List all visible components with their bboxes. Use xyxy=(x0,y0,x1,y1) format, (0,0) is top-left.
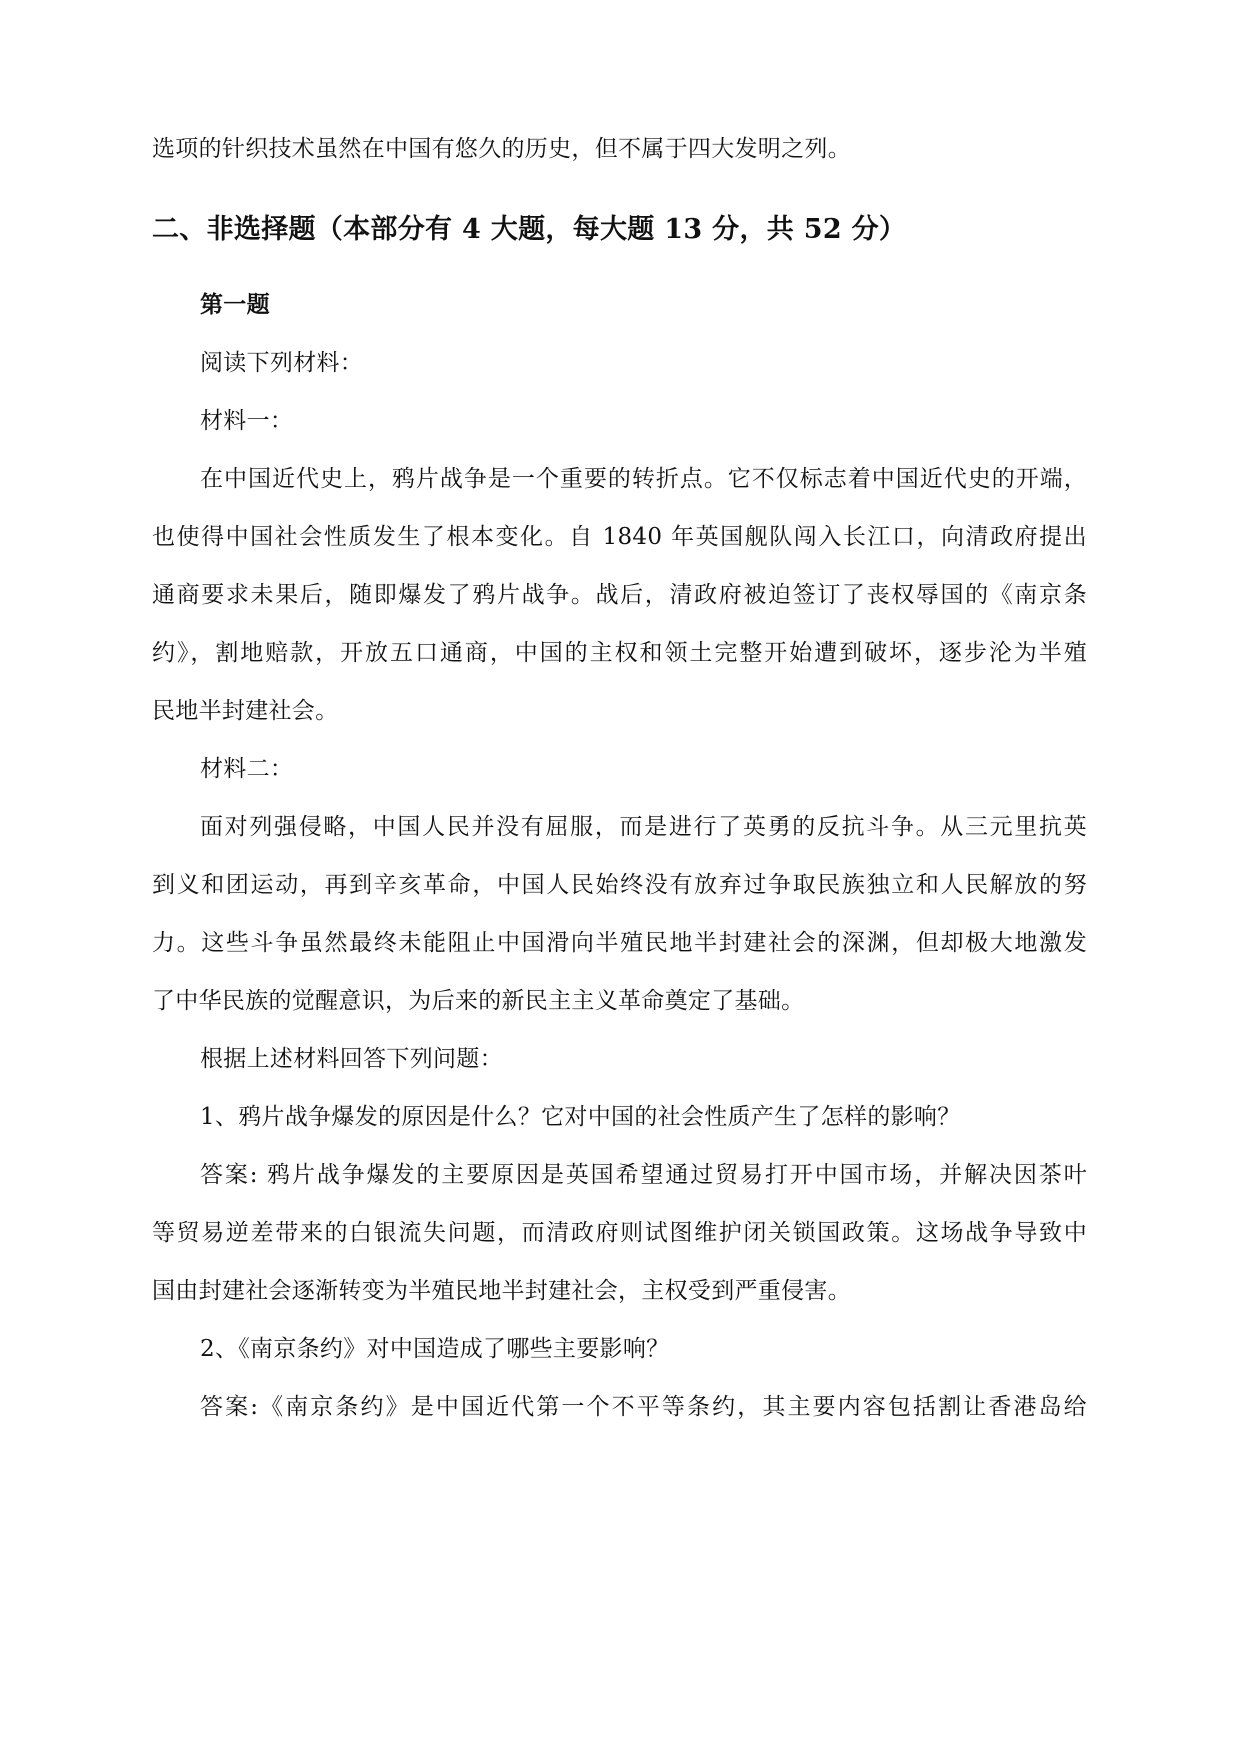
question-1: 1、鸦片战争爆发的原因是什么？它对中国的社会性质产生了怎样的影响？ xyxy=(200,1104,961,1130)
question-2: 2、《南京条约》对中国造成了哪些主要影响？ xyxy=(200,1336,670,1362)
answer-2-line: 答案:《南京条约》是中国近代第一个不平等条约，其主要内容包括割让香港岛给 xyxy=(200,1394,1087,1420)
instruction-text: 根据上述材料回答下列问题： xyxy=(200,1046,503,1072)
question-title: 第一题 xyxy=(200,291,270,318)
material2-line: 了中华民族的觉醒意识，为后来的新民主主义革命奠定了基础。 xyxy=(152,988,805,1014)
answer-1-line: 等贸易逆差带来的白银流失问题，而清政府则试图维护闭关锁国政策。这场战争导致中 xyxy=(152,1220,1087,1246)
material1-line: 在中国近代史上，鸦片战争是一个重要的转折点。它不仅标志着中国近代史的开端， xyxy=(200,466,1087,492)
reading-prompt: 阅读下列材料： xyxy=(200,350,364,376)
intro-tail-text: 选项的针织技术虽然在中国有悠久的历史，但不属于四大发明之列。 xyxy=(152,136,851,162)
material1-label: 材料一： xyxy=(200,408,294,434)
material2-line: 面对列强侵略，中国人民并没有屈服，而是进行了英勇的反抗斗争。从三元里抗英 xyxy=(200,814,1087,840)
material1-line: 也使得中国社会性质发生了根本变化。自 1840 年英国舰队闯入长江口，向清政府提出 xyxy=(152,524,1087,550)
material2-label: 材料二： xyxy=(200,756,294,782)
answer-1-line: 国由封建社会逐渐转变为半殖民地半封建社会，主权受到严重侵害。 xyxy=(152,1278,851,1304)
material1-line: 通商要求未果后，随即爆发了鸦片战争。战后，清政府被迫签订了丧权辱国的《南京条 xyxy=(152,582,1087,608)
material2-line: 到义和团运动，再到辛亥革命，中国人民始终没有放弃过争取民族独立和人民解放的努 xyxy=(152,872,1087,898)
material1-line: 约》，割地赔款，开放五口通商，中国的主权和领土完整开始遭到破坏，逐步沦为半殖 xyxy=(152,640,1087,666)
answer-1-line: 答案: 鸦片战争爆发的主要原因是英国希望通过贸易打开中国市场，并解决因茶叶 xyxy=(200,1162,1087,1188)
material1-line: 民地半封建社会。 xyxy=(152,698,339,724)
section-title: 二、非选择题（本部分有 4 大题，每大题 13 分，共 52 分） xyxy=(152,214,907,245)
material2-line: 力。这些斗争虽然最终未能阻止中国滑向半殖民地半封建社会的深渊，但却极大地激发 xyxy=(152,930,1087,956)
